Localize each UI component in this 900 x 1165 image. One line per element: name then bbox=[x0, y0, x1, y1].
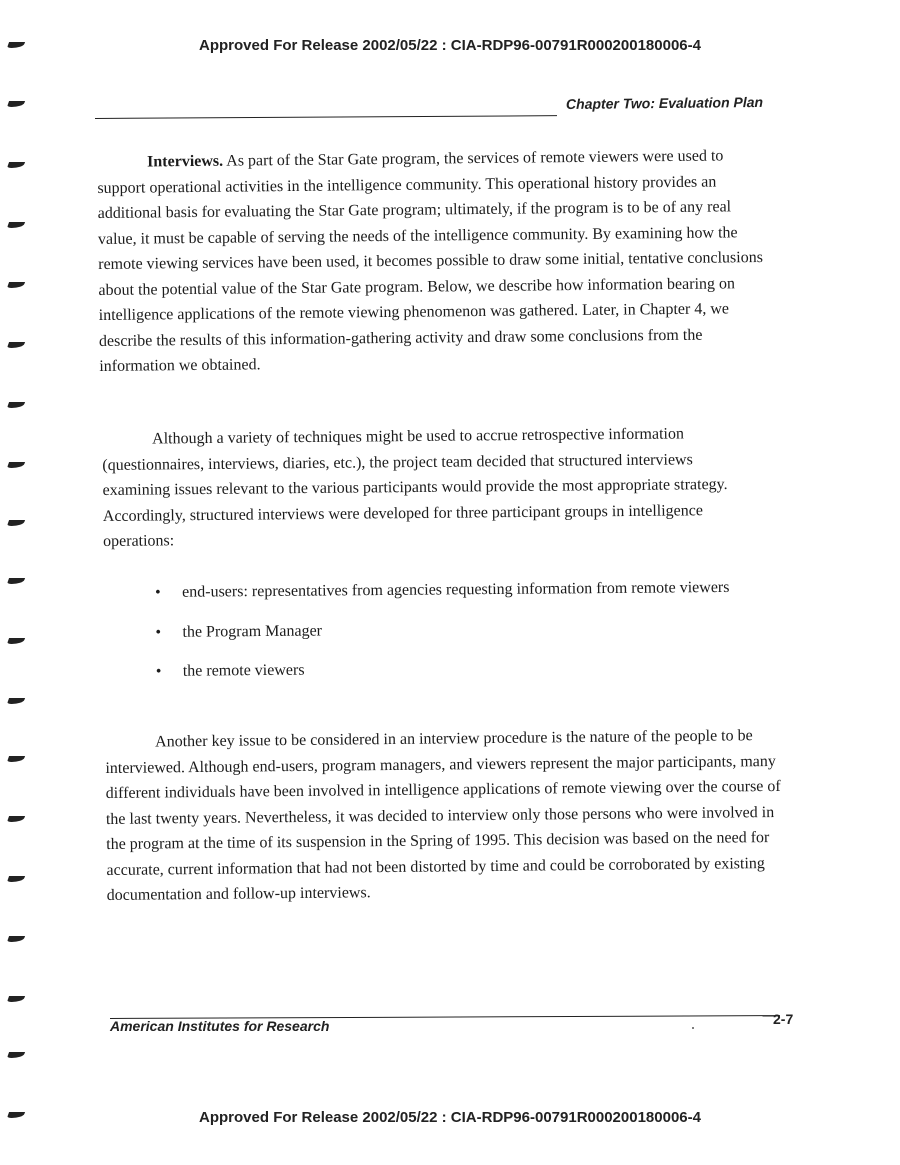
paragraph-interviews bbox=[97, 143, 775, 380]
bullet-marker: • bbox=[155, 583, 161, 601]
bullet-marker: • bbox=[155, 623, 162, 641]
binding-mark bbox=[7, 578, 25, 584]
paragraph-indent bbox=[97, 166, 147, 167]
participant-group-list bbox=[150, 575, 751, 699]
binding-mark bbox=[7, 996, 25, 1002]
list-item-text: end-users: representatives from agencies requesting information from remote viewers bbox=[182, 578, 730, 601]
list-item-text: the Program Manager bbox=[182, 622, 323, 641]
release-stamp-top: Approved For Release 2002/05/22 : CIA-RDP96-00791R000200180006-4 bbox=[199, 37, 701, 54]
paragraph-body: As part of the Star Gate program, the services of remote viewers were used to support operational activities in the intelligence community. This operational history provides an additional basis for evaluating the Star Gate program; ultimately, if the program is to be of any real value, it must be capable of serving the needs of the intelligence community. By examining how the remote viewing services have been used, it becomes possible to draw some initial, tentative conclusions about the potential value of the Star Gate program. Below, we describe how information bearing on intelligence applications of the remote viewing phenomenon was gathered. Later, in Chapter 4, we describe the results of this information-gathering activity and draw some conclusions from the information we obtained. bbox=[97, 147, 763, 375]
paragraph-body: Another key issue to be considered in an interview procedure is the nature of the people to be interviewed. Although end-users, program managers, and viewers represent the major participants, many different individuals have been involved in intelligence applications of remote viewing over the course of the last twenty years. Nevertheless, it was decided to interview only those persons who were involved in the program at the time of its suspension in the Spring of 1995. This decision was based on the need for accurate, current information that had not been distorted by time and could be corroborated by existing documentation and follow-up interviews. bbox=[105, 727, 781, 904]
paragraph-techniques bbox=[102, 421, 763, 555]
binding-mark bbox=[7, 162, 25, 168]
binding-mark bbox=[7, 876, 25, 882]
binding-mark bbox=[7, 756, 25, 762]
binding-mark bbox=[7, 816, 25, 822]
binding-mark bbox=[7, 520, 25, 526]
binding-mark bbox=[7, 402, 25, 408]
scan-speck bbox=[692, 1027, 694, 1029]
list-item bbox=[151, 654, 743, 685]
release-stamp-bottom: Approved For Release 2002/05/22 : CIA-RDP96-00791R000200180006-4 bbox=[199, 1109, 701, 1126]
list-item bbox=[150, 614, 742, 645]
page-number: 2-7 bbox=[773, 1011, 794, 1027]
paragraph-indent bbox=[105, 746, 155, 747]
list-item bbox=[150, 575, 742, 606]
paragraph-lead-in: Interviews. bbox=[147, 152, 224, 171]
binding-mark bbox=[7, 462, 25, 468]
binding-mark bbox=[7, 101, 25, 107]
binding-mark bbox=[7, 936, 25, 942]
paragraph-body: Although a variety of techniques might be used to accrue retrospective information (questionnaires, interviews, diaries, etc.), the project team decided that structured interviews examining issues relevant to the various participants would provide the most appropriate strategy. Accordingly, structured interviews were developed for three participant groups in intelligence operations: bbox=[102, 425, 728, 550]
binding-mark bbox=[7, 638, 25, 644]
paragraph-interviewees bbox=[105, 723, 789, 909]
bullet-marker: • bbox=[155, 662, 162, 680]
header-rule bbox=[95, 115, 557, 119]
binding-mark bbox=[7, 282, 25, 288]
binding-mark bbox=[7, 342, 25, 348]
chapter-heading: Chapter Two: Evaluation Plan bbox=[565, 93, 764, 113]
binding-mark bbox=[7, 222, 25, 228]
binding-hole-marks bbox=[8, 0, 30, 1165]
binding-mark bbox=[7, 1052, 25, 1058]
list-item-text: the remote viewers bbox=[182, 661, 305, 680]
binding-mark bbox=[7, 698, 25, 704]
footer-organization: American Institutes for Research bbox=[110, 1018, 330, 1034]
